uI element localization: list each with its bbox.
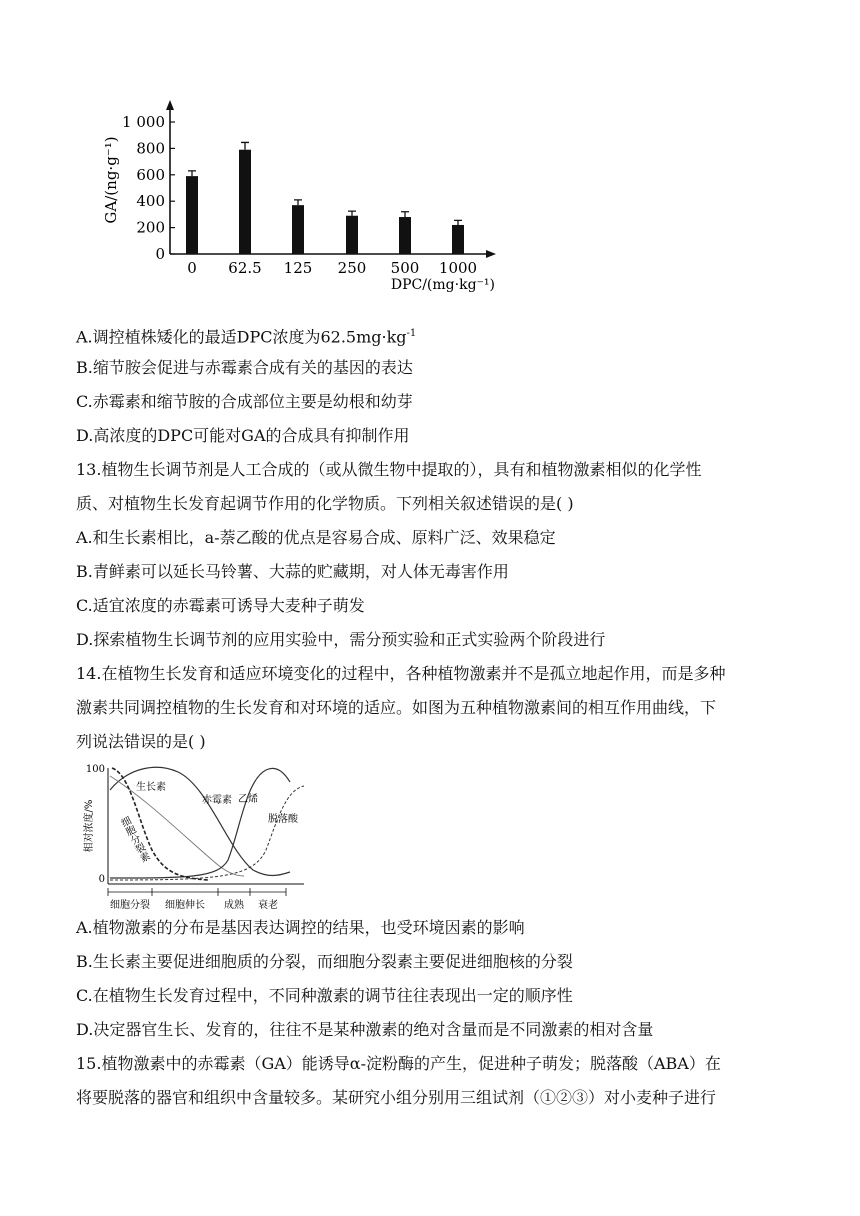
q12-option-a — [76, 324, 788, 347]
q12-option-c: C.赤霉素和缩节胺的合成部位主要是幼根和幼芽 — [76, 392, 413, 411]
q13-option-a: A.和生长素相比，a-萘乙酸的优点是容易合成、原料广泛、效果稳定 — [76, 528, 556, 547]
q14-stem-line-2: 激素共同调控植物的生长发育和对环境的适应。如图为五种植物激素间的相互作用曲线，下 — [76, 698, 717, 717]
ga-dpc-bar-chart — [90, 96, 510, 296]
bar — [399, 217, 411, 254]
bar-x-tick-label: 500 — [390, 259, 420, 277]
q12-option-a-text: A.调控植株矮化的最适DPC浓度为62.5mg·kg — [76, 327, 407, 347]
bar-x-tick-label: 0 — [187, 259, 197, 277]
q12-option-b: B.缩节胺会促进与赤霉素合成有关的基因的表达 — [76, 358, 413, 377]
curve-y-axis-label: 相对浓度/% — [84, 799, 95, 853]
cytokinin-label: 细胞分裂素 — [117, 815, 151, 865]
curve-y-tick-0: 0 — [98, 874, 105, 885]
bar — [452, 225, 464, 254]
bar — [186, 176, 198, 254]
q12-option-d: D.高浓度的DPC可能对GA的合成具有抑制作用 — [76, 426, 410, 445]
q15-stem-line-2: 将要脱落的器官和组织中含量较多。某研究小组分别用三组试剂（①②③）对小麦种子进行 — [76, 1088, 717, 1107]
stage-label-elongation: 细胞伸长 — [165, 900, 205, 910]
bar-x-tick-label: 250 — [337, 259, 367, 277]
bar-x-axis-label: DPC/(mg·kg⁻¹) — [390, 277, 495, 293]
q13-stem-line-1: 13.植物生长调节剂是人工合成的（或从微生物中提取的），具有和植物激素相似的化学性 — [76, 460, 702, 479]
bar — [346, 216, 358, 254]
q13-stem-line-2: 质、对植物生长发育起调节作用的化学物质。下列相关叙述错误的是( ) — [76, 494, 574, 513]
bar-x-tick-label: 125 — [283, 259, 313, 277]
error-bar — [188, 171, 196, 176]
curve-y-tick-100: 100 — [85, 764, 105, 775]
error-bar — [401, 212, 409, 217]
hormone-curve-chart — [78, 760, 310, 910]
q14-option-c: C.在植物生长发育过程中，不同种激素的调节往往表现出一定的顺序性 — [76, 986, 573, 1005]
q14-option-a: A.植物激素的分布是基因表达调控的结果，也受环境因素的影响 — [76, 918, 525, 937]
bar-y-tick-label: 200 — [136, 218, 165, 237]
stage-label-division: 细胞分裂 — [110, 900, 150, 910]
q14-stem-line-3: 列说法错误的是( ) — [76, 732, 206, 751]
stage-axis — [108, 888, 286, 896]
error-bar — [348, 211, 356, 216]
bar-y-tick-label: 0 — [155, 245, 165, 263]
gibberellin-label: 赤霉素 — [202, 795, 232, 806]
bar-y-tick-label: 600 — [136, 165, 165, 184]
bar-x-tick-label: 62.5 — [228, 259, 262, 277]
q14-option-d: D.决定器官生长、发育的，往往不是某种激素的绝对含量而是不同激素的相对含量 — [76, 1020, 654, 1039]
stage-label-senescence: 衰老 — [258, 900, 278, 910]
error-bar — [294, 200, 302, 205]
q13-option-d: D.探索植物生长调节剂的应用实验中，需分预实验和正式实验两个阶段进行 — [76, 630, 606, 649]
error-bar — [241, 142, 249, 149]
bar-y-tick-label: 1 000 — [122, 113, 165, 131]
stage-label-maturation: 成熟 — [224, 900, 244, 910]
q15-stem-line-1: 15.植物激素中的赤霉素（GA）能诱导α-淀粉酶的产生，促进种子萌发；脱落酸（ABA）在 — [76, 1054, 721, 1073]
bar-y-tick-label: 400 — [136, 192, 165, 211]
error-bar — [454, 220, 462, 225]
bar-y-tick-label: 800 — [136, 139, 165, 158]
ethylene-label: 乙烯 — [238, 794, 258, 805]
q13-option-b: B.青鲜素可以延长马铃薯、大蒜的贮藏期，对人体无毒害作用 — [76, 562, 509, 581]
q14-option-b: B.生长素主要促进细胞质的分裂，而细胞分裂素主要促进细胞核的分裂 — [76, 952, 573, 971]
bar — [292, 205, 304, 254]
q13-option-c: C.适宜浓度的赤霉素可诱导大麦种子萌发 — [76, 596, 365, 615]
auxin-label: 生长素 — [136, 782, 166, 793]
unit-superscript: -1 — [406, 328, 417, 339]
bar-y-axis-label: GA/(ng·g⁻¹) — [102, 136, 120, 224]
bar-x-tick-label: 1000 — [438, 259, 478, 277]
q14-stem-line-1: 14.在植物生长发育和适应环境变化的过程中，各种植物激素并不是孤立地起作用，而是多种 — [76, 664, 726, 683]
bar — [239, 150, 251, 254]
abscisic-acid-label: 脱落酸 — [268, 814, 298, 825]
